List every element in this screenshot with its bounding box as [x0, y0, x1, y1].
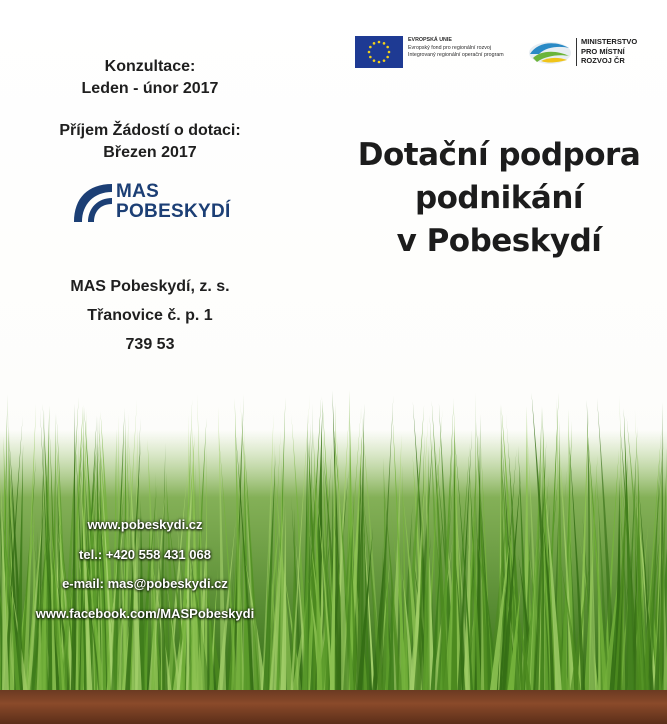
address-org: MAS Pobeskydí, z. s. — [70, 278, 230, 295]
eu-star — [369, 46, 372, 49]
address-zip: 739 53 — [125, 336, 175, 353]
eu-star — [388, 51, 391, 54]
eu-star — [369, 56, 372, 59]
eu-star — [368, 51, 371, 54]
eu-logo-line3: Integrovaný regionální operační program — [408, 52, 504, 58]
eu-logo-line2: Evropský fond pro regionální rozvoj — [408, 44, 492, 51]
address-street: Třanovice č. p. 1 — [87, 307, 213, 324]
page-title — [340, 134, 658, 263]
eu-star — [383, 42, 386, 45]
title-line2: podnikání — [414, 180, 584, 216]
eu-logo-line1: EVROPSKÁ UNIE — [408, 37, 452, 43]
eu-star — [386, 46, 389, 49]
mmr-logo-text — [581, 37, 637, 66]
eu-star — [383, 59, 386, 62]
mas-pobeskydi-logo — [70, 180, 240, 228]
soil-strip — [0, 690, 667, 724]
consultation-block — [0, 56, 300, 100]
mmr-divider — [576, 38, 577, 66]
title-line1: Dotační podpora — [357, 137, 641, 173]
applications-label: Příjem Žádostí o dotaci: — [59, 122, 241, 139]
mas-arc-icon — [70, 180, 114, 224]
title-line3: v Pobeskydí — [396, 223, 602, 259]
mmr-logo-line3: ROZVOJ ČR — [581, 56, 625, 65]
contacts-block — [0, 510, 290, 628]
mmr-logo-line1: MINISTERSTVO — [581, 37, 638, 46]
eu-star — [373, 59, 376, 62]
applications-period: Březen 2017 — [103, 144, 197, 161]
consultation-period: Leden - únor 2017 — [81, 80, 219, 97]
mmr-logo-line2: PRO MÍSTNÍ — [581, 46, 625, 56]
eu-flag-icon — [355, 36, 403, 68]
eu-star — [373, 42, 376, 45]
consultation-label: Konzultace: — [104, 58, 196, 75]
eu-star — [378, 41, 381, 44]
mas-logo-line1: MAS — [116, 181, 160, 202]
contact-tel[interactable]: tel.: +420 558 431 068 — [79, 546, 211, 562]
eu-logo-text — [408, 37, 526, 60]
address-block — [0, 272, 300, 359]
mas-logo-line2: POBESKYDÍ — [116, 201, 231, 222]
contact-web[interactable]: www.pobeskydi.cz — [87, 517, 203, 532]
eu-star — [386, 56, 389, 59]
mmr-logo-icon — [527, 40, 573, 66]
eu-star — [378, 61, 381, 64]
applications-block — [0, 120, 300, 164]
contact-facebook[interactable]: www.facebook.com/MASPobeskydi — [35, 605, 255, 621]
contact-email[interactable]: e-mail: mas@pobeskydi.cz — [62, 576, 228, 591]
